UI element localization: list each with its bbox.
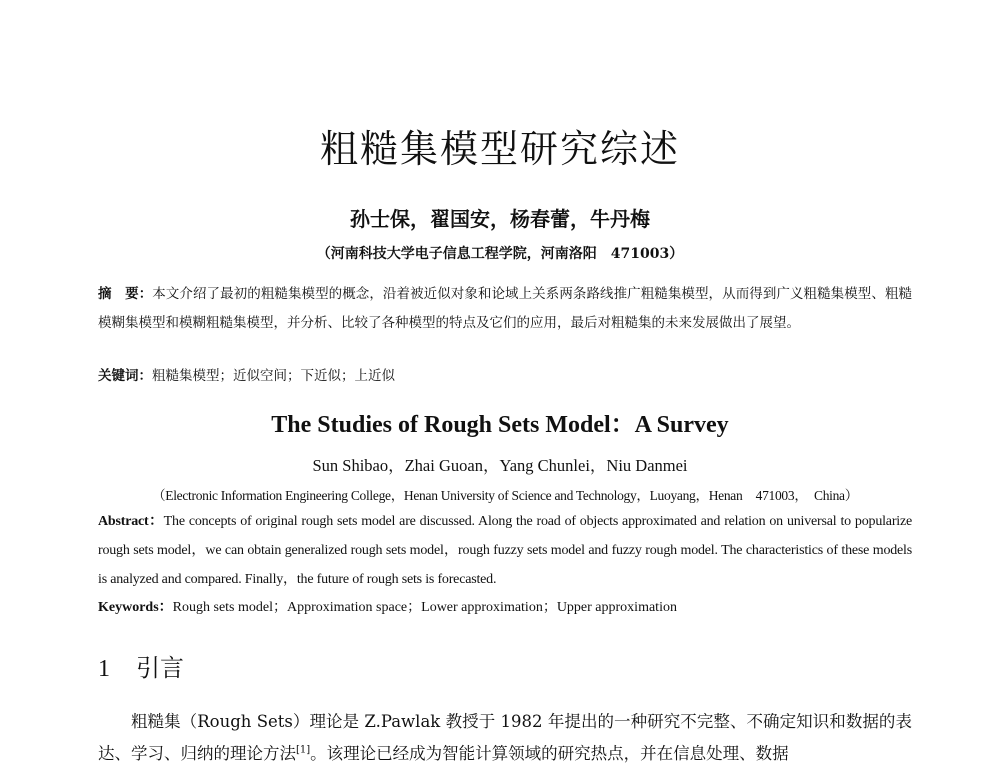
abstract-chinese [98,280,912,338]
abstract-chinese-label: 摘 要： [98,286,153,302]
authors-chinese: 孙士保，翟国安，杨春蕾，牛丹梅 [350,207,650,231]
section-title: 引言 [136,654,184,682]
affiliation-chinese: （河南科技大学电子信息工程学院，河南洛阳 471003） [316,246,684,262]
citation-reference: [1] [296,744,311,756]
paper-title: 粗糙集模型研究综述 [319,127,680,171]
keywords-english [98,596,912,620]
keywords-chinese [98,364,912,388]
abstract-english [98,507,912,594]
abstract-english-text: The concepts of original rough sets model are discussed. Along the road of objects approximated and relation on universal to popularize rough sets model，we can obtain generalized rough sets model，rough fuzzy sets model and fuzzy rough model. The characteristics of these models is analyzed and compared. Finally，the future of rough sets is forecasted. [98,514,912,587]
section-number: 1 [98,656,110,682]
keywords-english-text: Rough sets model；Approximation space；Lower approximation；Upper approximation [172,600,677,615]
intro-text-before-citation: 粗糙集（Rough Sets）理论是 Z.Pawlak 教授于 1982 年提出的一种研究不完整、不确定知识和数据的表达、学习、归纳的理论方法 [98,712,912,763]
keywords-chinese-label: 关键词： [98,368,152,384]
authors-english: Sun Shibao，Zhai Guoan，Yang Chunlei，Niu Danmei [312,456,688,475]
introduction-paragraph [98,706,912,770]
affiliation-english: （Electronic Information Engineering College，Henan University of Science and Technology，Luoyang，Henan 471003， China） [152,488,858,503]
keywords-english-label: Keywords： [98,600,173,615]
keywords-chinese-text: 粗糙集模型；近似空间；下近似；上近似 [152,368,395,384]
section-heading-introduction [98,648,184,683]
intro-text-after-citation: 。该理论已经成为智能计算领域的研究热点，并在信息处理、数据 [310,744,789,763]
paper-title-english: The Studies of Rough Sets Model：A Survey [271,412,729,438]
abstract-english-label: Abstract： [98,514,164,529]
abstract-chinese-text: 本文介绍了最初的粗糙集模型的概念，沿着被近似对象和论域上关系两条路线推广粗糙集模型，从而得到广义粗糙集模型、粗糙模糊集模型和模糊粗糙集模型，并分析、比较了各种模型的特点及它们的应用，最后对粗糙集的未来发展做出了展望。 [98,286,913,331]
